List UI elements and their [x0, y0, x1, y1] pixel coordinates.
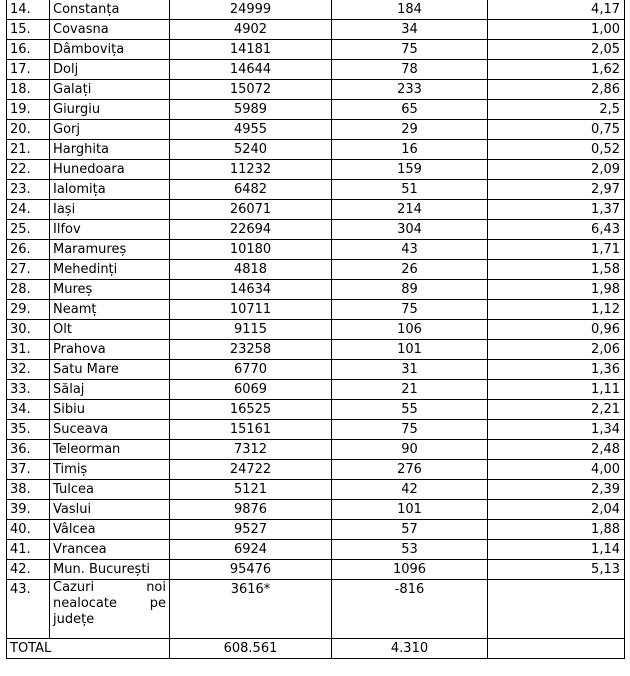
county-name: Dâmbovița — [50, 40, 170, 60]
table-row — [7, 180, 625, 200]
deaths-cell: 159 — [332, 160, 488, 180]
row-number: 38. — [7, 480, 50, 500]
total-deaths: 4.310 — [332, 639, 488, 659]
label-word: pe — [149, 596, 166, 611]
rate-cell: 2,97 — [488, 180, 625, 200]
row-number: 15. — [7, 20, 50, 40]
deaths-cell: 1096 — [332, 560, 488, 580]
cases-cell: 23258 — [170, 340, 332, 360]
deaths-cell: 53 — [332, 540, 488, 560]
deaths-cell: 21 — [332, 380, 488, 400]
deaths-cell: 34 — [332, 20, 488, 40]
deaths-cell: 78 — [332, 60, 488, 80]
county-name: Vrancea — [50, 540, 170, 560]
table-body — [7, 0, 625, 659]
rate-cell: 1,14 — [488, 540, 625, 560]
deaths-cell: 304 — [332, 220, 488, 240]
deaths-cell: 101 — [332, 500, 488, 520]
cases-cell: 14634 — [170, 280, 332, 300]
row-number: 21. — [7, 140, 50, 160]
table-row — [7, 80, 625, 100]
table-row — [7, 20, 625, 40]
table-row — [7, 360, 625, 380]
cases-cell: 15072 — [170, 80, 332, 100]
table-row — [7, 460, 625, 480]
unallocated-label — [50, 580, 170, 639]
cases-cell: 4902 — [170, 20, 332, 40]
county-name: Hunedoara — [50, 160, 170, 180]
deaths-cell: 75 — [332, 300, 488, 320]
deaths-cell: 51 — [332, 180, 488, 200]
deaths-cell: 184 — [332, 0, 488, 20]
table-row — [7, 260, 625, 280]
cases-cell: 4818 — [170, 260, 332, 280]
row-number: 27. — [7, 260, 50, 280]
county-name: Dolj — [50, 60, 170, 80]
row-number: 14. — [7, 0, 50, 20]
rate-cell: 2,5 — [488, 100, 625, 120]
cases-cell: 3616* — [170, 580, 332, 639]
rate-cell: 5,13 — [488, 560, 625, 580]
table-row — [7, 340, 625, 360]
rate-cell: 1,34 — [488, 420, 625, 440]
row-number: 35. — [7, 420, 50, 440]
county-name: Olt — [50, 320, 170, 340]
rate-cell: 2,06 — [488, 340, 625, 360]
county-name: Giurgiu — [50, 100, 170, 120]
county-name: Ilfov — [50, 220, 170, 240]
rate-cell: 2,05 — [488, 40, 625, 60]
deaths-cell: 42 — [332, 480, 488, 500]
table-row — [7, 560, 625, 580]
deaths-cell: 43 — [332, 240, 488, 260]
table-row — [7, 540, 625, 560]
row-number: 17. — [7, 60, 50, 80]
label-word: nealocate — [53, 596, 117, 611]
cases-cell: 9115 — [170, 320, 332, 340]
cases-cell: 22694 — [170, 220, 332, 240]
cases-cell: 26071 — [170, 200, 332, 220]
cases-cell: 24999 — [170, 0, 332, 20]
total-label: TOTAL — [7, 639, 170, 659]
row-number: 37. — [7, 460, 50, 480]
county-name: Timiș — [50, 460, 170, 480]
row-number: 43. — [7, 580, 50, 639]
cases-cell: 4955 — [170, 120, 332, 140]
row-number: 18. — [7, 80, 50, 100]
row-number: 28. — [7, 280, 50, 300]
table-row — [7, 60, 625, 80]
county-name: Iași — [50, 200, 170, 220]
cases-cell: 6482 — [170, 180, 332, 200]
county-name: Maramureș — [50, 240, 170, 260]
table-row — [7, 240, 625, 260]
cases-cell: 15161 — [170, 420, 332, 440]
rate-cell: 0,52 — [488, 140, 625, 160]
county-name: Prahova — [50, 340, 170, 360]
table-row — [7, 420, 625, 440]
cases-cell: 16525 — [170, 400, 332, 420]
row-number: 33. — [7, 380, 50, 400]
county-name: Vâlcea — [50, 520, 170, 540]
county-name: Vaslui — [50, 500, 170, 520]
rate-cell: 1,00 — [488, 20, 625, 40]
cases-cell: 5240 — [170, 140, 332, 160]
row-number: 29. — [7, 300, 50, 320]
table-row — [7, 300, 625, 320]
row-number: 40. — [7, 520, 50, 540]
county-name: Gorj — [50, 120, 170, 140]
county-name: Sibiu — [50, 400, 170, 420]
rate-cell: 0,75 — [488, 120, 625, 140]
rate-cell: 1,62 — [488, 60, 625, 80]
cases-cell: 7312 — [170, 440, 332, 460]
total-rate — [488, 639, 625, 659]
table-row — [7, 100, 625, 120]
rate-cell: 2,48 — [488, 440, 625, 460]
table-row — [7, 400, 625, 420]
county-name: Mureș — [50, 280, 170, 300]
deaths-cell: 276 — [332, 460, 488, 480]
table-row — [7, 120, 625, 140]
rate-cell: 2,09 — [488, 160, 625, 180]
deaths-cell: 90 — [332, 440, 488, 460]
cases-cell: 5121 — [170, 480, 332, 500]
table-row — [7, 220, 625, 240]
county-name: Suceava — [50, 420, 170, 440]
row-number: 24. — [7, 200, 50, 220]
row-number: 22. — [7, 160, 50, 180]
row-number: 39. — [7, 500, 50, 520]
deaths-cell: 26 — [332, 260, 488, 280]
cases-cell: 10711 — [170, 300, 332, 320]
row-number: 36. — [7, 440, 50, 460]
row-number: 30. — [7, 320, 50, 340]
rate-cell: 2,04 — [488, 500, 625, 520]
county-statistics-table — [6, 0, 625, 659]
county-name: Mehedinți — [50, 260, 170, 280]
county-name: Neamț — [50, 300, 170, 320]
cases-cell: 14644 — [170, 60, 332, 80]
rate-cell: 1,12 — [488, 300, 625, 320]
table-row — [7, 520, 625, 540]
deaths-cell: 65 — [332, 100, 488, 120]
row-number: 23. — [7, 180, 50, 200]
row-number: 20. — [7, 120, 50, 140]
cases-cell: 9876 — [170, 500, 332, 520]
rate-cell — [488, 580, 625, 639]
deaths-cell: 75 — [332, 40, 488, 60]
county-name: Galați — [50, 80, 170, 100]
deaths-cell: 106 — [332, 320, 488, 340]
table-row-unallocated — [7, 580, 625, 639]
table-row — [7, 140, 625, 160]
cases-cell: 24722 — [170, 460, 332, 480]
cases-cell: 9527 — [170, 520, 332, 540]
rate-cell: 1,71 — [488, 240, 625, 260]
deaths-cell: 214 — [332, 200, 488, 220]
rate-cell: 2,21 — [488, 400, 625, 420]
cases-cell: 95476 — [170, 560, 332, 580]
deaths-cell: 75 — [332, 420, 488, 440]
rate-cell: 1,98 — [488, 280, 625, 300]
deaths-cell: 89 — [332, 280, 488, 300]
rate-cell: 1,88 — [488, 520, 625, 540]
county-name: Harghita — [50, 140, 170, 160]
label-word: noi — [146, 580, 166, 595]
row-number: 19. — [7, 100, 50, 120]
county-name: Mun. București — [50, 560, 170, 580]
row-number: 34. — [7, 400, 50, 420]
table-row — [7, 200, 625, 220]
rate-cell: 1,36 — [488, 360, 625, 380]
rate-cell: 1,58 — [488, 260, 625, 280]
table-row — [7, 320, 625, 340]
row-number: 31. — [7, 340, 50, 360]
county-name: Constanța — [50, 0, 170, 20]
cases-cell: 6069 — [170, 380, 332, 400]
cases-cell: 6924 — [170, 540, 332, 560]
rate-cell: 1,11 — [488, 380, 625, 400]
table-row — [7, 40, 625, 60]
table-row — [7, 440, 625, 460]
table-row — [7, 480, 625, 500]
row-number: 25. — [7, 220, 50, 240]
total-cases: 608.561 — [170, 639, 332, 659]
rate-cell: 4,17 — [488, 0, 625, 20]
row-number: 41. — [7, 540, 50, 560]
deaths-cell: 55 — [332, 400, 488, 420]
county-name: Covasna — [50, 20, 170, 40]
rate-cell: 4,00 — [488, 460, 625, 480]
rate-cell: 2,86 — [488, 80, 625, 100]
table-row-total — [7, 639, 625, 659]
rate-cell: 2,39 — [488, 480, 625, 500]
cases-cell: 6770 — [170, 360, 332, 380]
cases-cell: 14181 — [170, 40, 332, 60]
county-name: Teleorman — [50, 440, 170, 460]
label-word: Cazuri — [53, 580, 95, 595]
county-name: Satu Mare — [50, 360, 170, 380]
row-number: 42. — [7, 560, 50, 580]
table-row — [7, 160, 625, 180]
table-row — [7, 280, 625, 300]
county-name: Ialomița — [50, 180, 170, 200]
rate-cell: 1,37 — [488, 200, 625, 220]
rate-cell: 6,43 — [488, 220, 625, 240]
row-number: 26. — [7, 240, 50, 260]
deaths-cell: 31 — [332, 360, 488, 380]
deaths-cell: -816 — [332, 580, 488, 639]
table-row — [7, 500, 625, 520]
deaths-cell: 57 — [332, 520, 488, 540]
table-row — [7, 0, 625, 20]
cases-cell: 10180 — [170, 240, 332, 260]
deaths-cell: 233 — [332, 80, 488, 100]
cases-cell: 11232 — [170, 160, 332, 180]
row-number: 16. — [7, 40, 50, 60]
label-word: județe — [53, 612, 95, 627]
cases-cell: 5989 — [170, 100, 332, 120]
row-number: 32. — [7, 360, 50, 380]
deaths-cell: 29 — [332, 120, 488, 140]
table-row — [7, 380, 625, 400]
county-name: Tulcea — [50, 480, 170, 500]
county-name: Sălaj — [50, 380, 170, 400]
deaths-cell: 101 — [332, 340, 488, 360]
rate-cell: 0,96 — [488, 320, 625, 340]
deaths-cell: 16 — [332, 140, 488, 160]
